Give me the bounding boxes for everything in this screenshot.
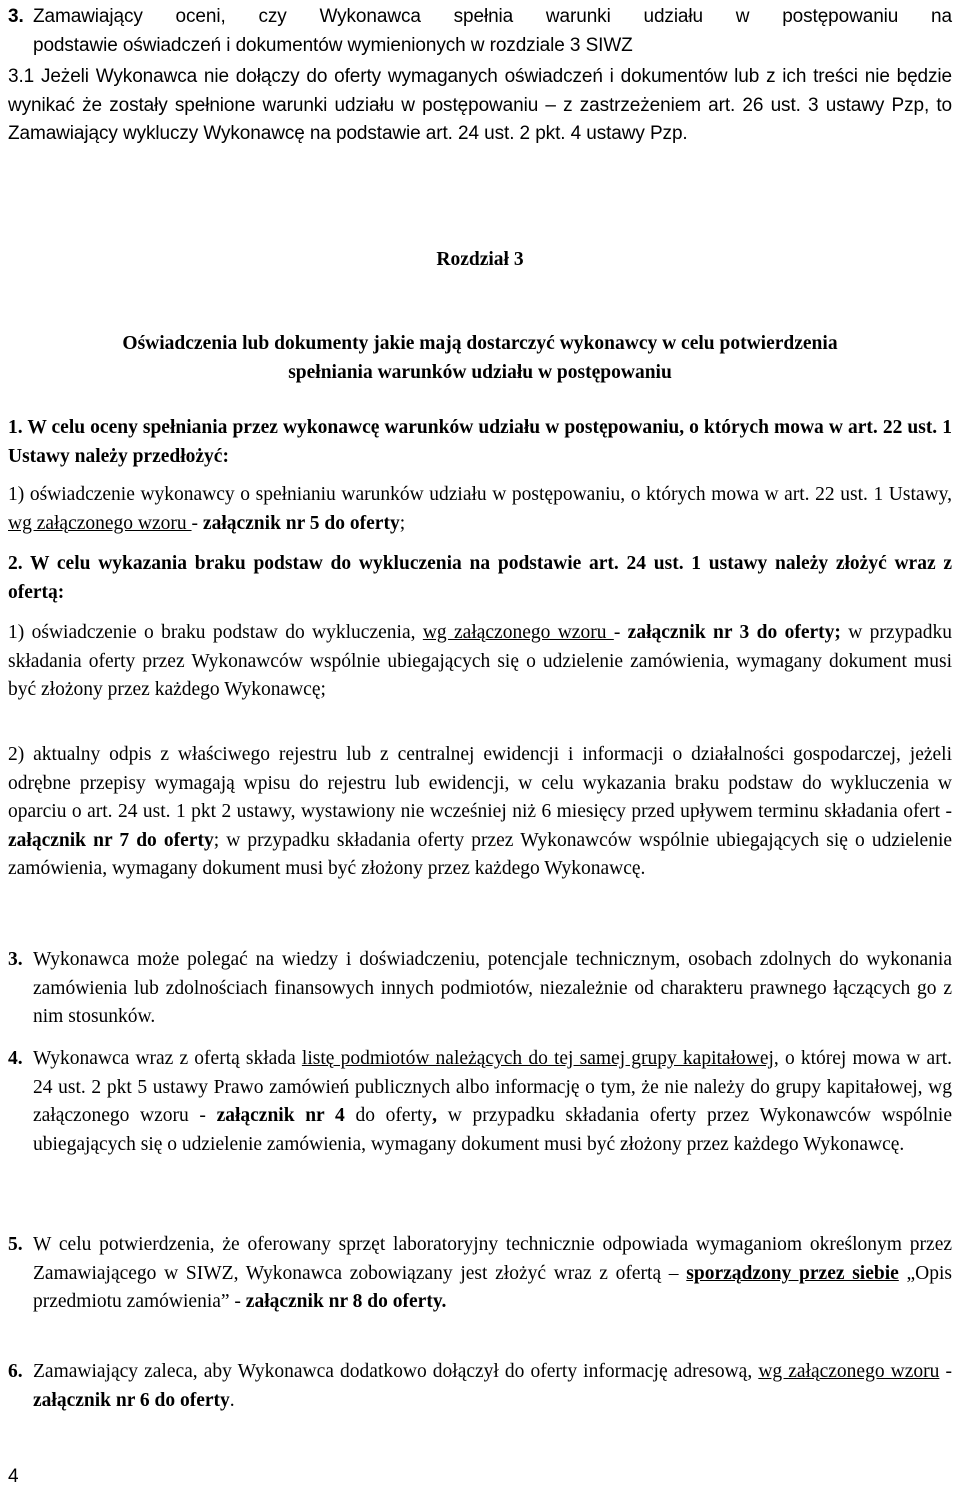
chapter-title (8, 246, 952, 275)
section-2-item-1-text: 1) oświadczenie o braku podstaw do wykluczenia, (8, 622, 423, 643)
dash: - (191, 512, 203, 534)
section-2-item-2-note: ; w przypadku składania oferty przez Wykonawców wspólnie ubiegających się o udzielenie zamówienia, wymagany dokument musi być złożony przez każdego Wykonawcę. (8, 829, 953, 880)
section-6-number: 6. (8, 1361, 23, 1382)
attachment-reference: załącznik nr 5 do oferty (202, 512, 400, 534)
attachment-reference: załącznik nr 7 do oferty (8, 829, 214, 851)
item-3-line-1: Zamawiający oceni, czy Wykonawca spełnia warunki udziału w postępowaniu na (33, 6, 952, 27)
punctuation: . (229, 1389, 235, 1411)
template-reference: wg załączonego wzoru (422, 622, 614, 643)
capital-group-list-reference: listę podmiotów należących do tej samej grupy kapitałowej, (301, 1048, 779, 1069)
dash: - (613, 622, 628, 643)
section-4-text-b: o której mowa w art. 24 ust. 2 pkt 5 ustawy Prawo zamówień publicznych albo informację o tym, że nie należy do grupy kapitałowej, wg załączonego wzoru - (33, 1048, 952, 1127)
chapter-subtitle-line-2: spełniania warunków udziału w postępowaniu (288, 361, 672, 383)
chapter-subtitle (8, 330, 952, 387)
section-1-item-1-text: 1) oświadczenie wykonawcy o spełnianiu warunków udziału w postępowaniu, o których mowa w art. 22 ust. 1 Ustawy, (8, 484, 952, 505)
section-4-text-c: do oferty (344, 1105, 433, 1127)
self-prepared-emphasis: sporządzony przez siebie (686, 1262, 899, 1284)
attachment-reference: załącznik nr 3 do oferty; (627, 622, 841, 643)
section-2-item-2-text: 2) aktualny odpis z właściwego rejestru lub z centralnej ewidencji i informacji o działalności gospodarczej, jeżeli odrębne przepisy wymagają wpisu do rejestru lub ewidencji, w celu wykazania braku podstaw do wykluczenia w oparciu o art. 24 ust. 1 pkt 2 ustawy, wystawiony nie wcześniej niż 6 miesięcy przed upływem terminu składania ofert - (8, 744, 952, 823)
section-2-item-1-note: w przypadku składania oferty przez Wykonawców wspólnie ubiegających się o udzielenie zamówienia, wymagany dokument musi być złożony przez każdego Wykonawcę; (8, 622, 952, 701)
attachment-reference: załącznik nr 4 (216, 1105, 345, 1127)
section-3-text: Wykonawca może polegać na wiedzy i doświadczeniu, potencjale technicznym, osobach zdolnych do wykonania zamówienia lub zdolnościach finansowych innych podmiotów, niezależnie od charakteru prawnego łączących go z nim stosunków. (33, 949, 952, 1028)
attachment-reference: załącznik nr 6 do oferty (33, 1389, 230, 1411)
dash: - (939, 1361, 952, 1382)
section-1-item-1 (8, 481, 952, 538)
section-4-text (33, 1045, 952, 1159)
chapter-subtitle-line-1: Oświadczenia lub dokumenty jakie mają dostarczyć wykonawcy w celu potwierdzenia (122, 333, 838, 354)
punctuation: , (432, 1105, 438, 1127)
section-6-text (33, 1358, 952, 1415)
section-3-number: 3. (8, 949, 23, 970)
item-3-text (33, 3, 952, 60)
section-5-text-b: „Opis przedmiotu zamówienia” - (33, 1262, 953, 1313)
template-reference: wg załączonego wzoru (8, 512, 192, 534)
section-2-item-1 (8, 619, 952, 705)
section-4-text-a: Wykonawca wraz z ofertą składa (33, 1048, 302, 1069)
item-3-line-2: podstawie oświadczeń i dokumentów wymienionych w rozdziale 3 SIWZ (33, 34, 633, 56)
attachment-reference: załącznik nr 8 do oferty. (245, 1291, 447, 1313)
section-1-heading: 1. W celu oceny spełniania przez wykonawcę warunków udziału w postępowaniu, o których mowa w art. 22 ust. 1 Ustawy należy przedłożyć: (8, 417, 952, 467)
chapter-title-text: Rozdział 3 (436, 249, 524, 270)
section-5-number: 5. (8, 1234, 23, 1255)
punctuation: ; (399, 512, 406, 534)
section-5-text (33, 1231, 952, 1317)
template-reference: wg załączonego wzoru (758, 1361, 940, 1382)
section-2-heading: 2. W celu wykazania braku podstaw do wykluczenia na podstawie art. 24 ust. 1 ustawy należy złożyć wraz z ofertą: (8, 553, 952, 603)
section-2-item-2 (8, 741, 952, 884)
page-number: 4 (8, 1466, 19, 1487)
section-5-text-a: W celu potwierdzenia, że oferowany sprzęt laboratoryjny technicznie odpowiada wymaganiom określonym przez Zamawiającego w SIWZ, Wykonawca zobowiązany jest złożyć wraz z ofertą – (33, 1234, 952, 1284)
item-3-1-text: 3.1 Jeżeli Wykonawca nie dołączy do oferty wymaganych oświadczeń i dokumentów lub z ich treści nie będzie wynikać że zostały spełnione warunki udziału w postępowaniu – z zastrzeżeniem art. 26 ust. 3 ustawy Pzp, to Zamawiający wykluczy Wykonawcę na podstawie art. 24 ust. 2 pkt. 4 ustawy Pzp. (8, 66, 952, 145)
section-4-number: 4. (8, 1048, 23, 1069)
section-4-text-d: w przypadku składania oferty przez Wykonawców wspólnie ubiegających się o udzielenie zamówienia, wymagany dokument musi być złożony przez każdego Wykonawcę. (33, 1105, 952, 1155)
item-number: 3. (8, 6, 24, 27)
section-6-text-a: Zamawiający zaleca, aby Wykonawca dodatkowo dołączył do oferty informację adresową, (33, 1361, 759, 1382)
